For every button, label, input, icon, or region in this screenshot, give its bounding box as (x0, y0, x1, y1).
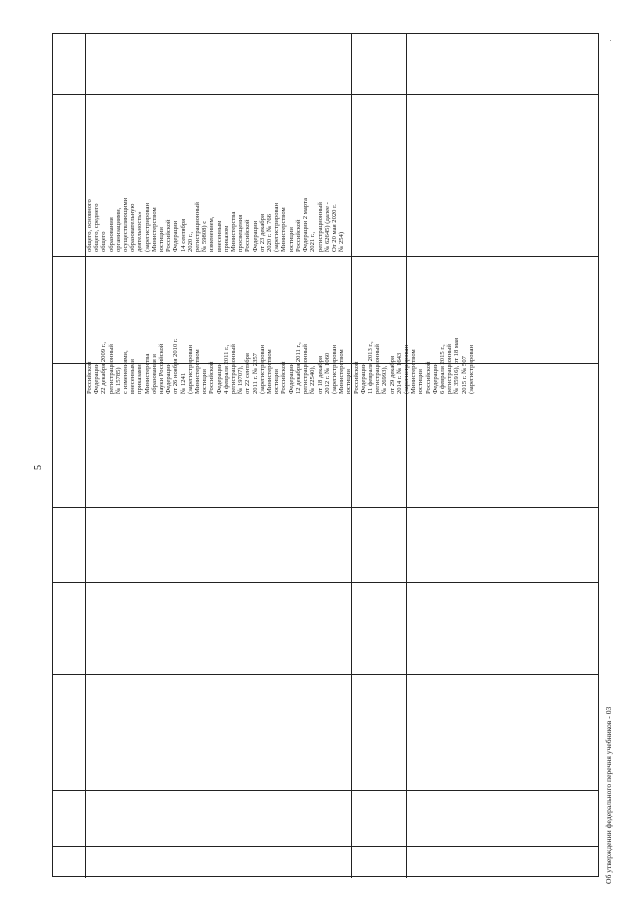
regulation-line: общего, среднего (93, 203, 101, 252)
regulation-line: № 15785) (114, 367, 122, 394)
regulation-line: Российской (165, 219, 173, 252)
regulation-line: (зарегистрирован (186, 345, 194, 394)
regulation-line: 2020 г., (186, 231, 194, 252)
regulation-line: от 26 ноября 2010 г. (172, 338, 180, 394)
footer-caption: Об утверждении федерального перечня учебников - 03 (604, 706, 613, 884)
regulation-line: Российской (86, 361, 93, 394)
regulation-line: 2020 г. № 766 (266, 214, 274, 252)
row-divider (53, 674, 598, 675)
regulation-line: (зарегистрирован (258, 345, 266, 394)
regulation-line: Российской (280, 361, 288, 394)
regulation-line: приказом (222, 225, 230, 252)
regulation-line: (зарегистрирован (330, 345, 338, 394)
regulation-line: 12 декабря 2011 г., (294, 342, 302, 394)
regulation-line: Министерством (280, 207, 288, 252)
regulation-line: Министерства (143, 353, 151, 394)
regulation-line: внесенными (129, 359, 137, 394)
regulation-line: (зарегистрирован (467, 345, 475, 394)
regulation-line: Российской (244, 219, 252, 252)
row-divider (53, 582, 598, 583)
row-divider (53, 846, 598, 847)
regulation-line: Российской (294, 219, 302, 252)
regulation-line: 22 декабря 2009 г., (100, 342, 108, 394)
regulation-line: образования и (150, 354, 158, 394)
regulation-line: Министерством (410, 349, 418, 394)
regulation-line: Министерством (150, 207, 158, 252)
regulation-line: Федерации (359, 362, 367, 394)
row-divider (53, 507, 598, 508)
regulation-line: от 22 сентября (244, 353, 252, 394)
regulation-line: 2015 г. № 507 (460, 356, 468, 394)
regulation-line: Федерации (215, 362, 223, 394)
regulation-line: 11 февраля 2013 г., (366, 341, 374, 394)
regulation-line: Федерации (251, 220, 259, 252)
regulation-line: от 23 декабря (258, 214, 266, 252)
regulation-line: образования (107, 217, 115, 252)
regulation-line: Министерства (230, 211, 238, 252)
regulation-line: № 62645) (далее - (323, 202, 331, 252)
regulation-line: № 19707), (237, 365, 245, 394)
regulation-line: № 1241 (179, 372, 187, 394)
regulation-line: регистрационный (230, 344, 238, 394)
regulations-cell-b (86, 94, 350, 252)
regulations-cell-a (86, 256, 475, 394)
regulation-line: 4 февраля 2011 г., (222, 344, 230, 394)
regulation-line: Федерации (172, 220, 180, 252)
regulation-line: (зарегистрирован (143, 203, 151, 252)
regulation-line: внесенным (215, 220, 223, 252)
regulation-line: Российской (352, 361, 360, 394)
regulation-line: юстиции (417, 369, 425, 394)
regulation-line: с изменениями, (122, 350, 130, 394)
regulation-line: Российской (424, 361, 432, 394)
regulation-line: организациями, (114, 207, 122, 252)
regulation-line: От 20 мая 2020 г. (330, 204, 338, 252)
regulation-line: от 29 декабря (388, 356, 396, 394)
regulations-text-b (86, 94, 345, 252)
regulation-line: Министерством (194, 349, 202, 394)
regulation-line: Министерством (266, 349, 274, 394)
regulation-line: регистрационный (194, 202, 202, 252)
regulation-line: 2014 г. № 1643 (395, 352, 403, 394)
regulation-line: науки Российской (158, 343, 166, 394)
regulation-line: 6 февраля 2015 г., (438, 344, 446, 394)
regulation-line: Федерации 2 марта (302, 198, 310, 252)
regulation-line: юстиции (201, 369, 209, 394)
regulation-line: 14 сентября (179, 218, 187, 252)
regulation-line: Федерации (165, 362, 173, 394)
scan-speck (610, 40, 611, 41)
regulation-line: регистрационный (107, 344, 115, 394)
column-divider (351, 34, 352, 878)
regulation-line: юстиции (287, 227, 295, 252)
regulation-line: приказами (136, 364, 144, 394)
regulation-line: (зарегистрирован (402, 345, 410, 394)
regulation-line: регистрационный (374, 344, 382, 394)
regulation-line: изменением, (208, 216, 216, 252)
regulation-line: 2021 г., (309, 231, 317, 252)
regulation-line: юстиции (273, 369, 281, 394)
regulation-line: общего, основного (86, 199, 93, 252)
regulation-line: регистрационный (316, 202, 324, 252)
regulation-line: № 22540), (309, 365, 317, 394)
regulation-line: деятельность» (136, 211, 144, 252)
regulation-line: осуществляющими (122, 197, 130, 252)
regulation-line: № 26993), (381, 365, 389, 394)
regulation-line: от 18 декабря (316, 356, 324, 394)
regulation-line: 2012 г. № 1060 (323, 352, 331, 394)
regulation-line: (зарегистрирован (273, 203, 281, 252)
regulation-line: Российской (208, 361, 216, 394)
page-number: 5 (33, 465, 44, 470)
regulation-line: Федерации (431, 362, 439, 394)
regulation-line: юстиции (345, 369, 353, 394)
regulation-line: № 35916), от 18 мая (453, 338, 461, 394)
regulation-line: регистрационный (446, 344, 454, 394)
row-divider (53, 790, 598, 791)
column-divider (406, 34, 407, 878)
regulation-line: Министерством (338, 349, 346, 394)
regulation-line: № 254) (338, 231, 346, 252)
regulation-line: Федерации (287, 362, 295, 394)
regulation-line: просвещения (237, 214, 245, 252)
regulations-text-a (86, 256, 475, 394)
regulation-line: № 59808) с (201, 220, 209, 252)
regulation-line: регистрационный (302, 344, 310, 394)
regulation-line: юстиции (158, 227, 166, 252)
regulation-line: 2011 г. № 2357 (251, 353, 259, 394)
regulation-line: Федерации (93, 362, 101, 394)
regulation-line: образовательную (129, 203, 137, 252)
regulation-line: общего (100, 231, 108, 252)
